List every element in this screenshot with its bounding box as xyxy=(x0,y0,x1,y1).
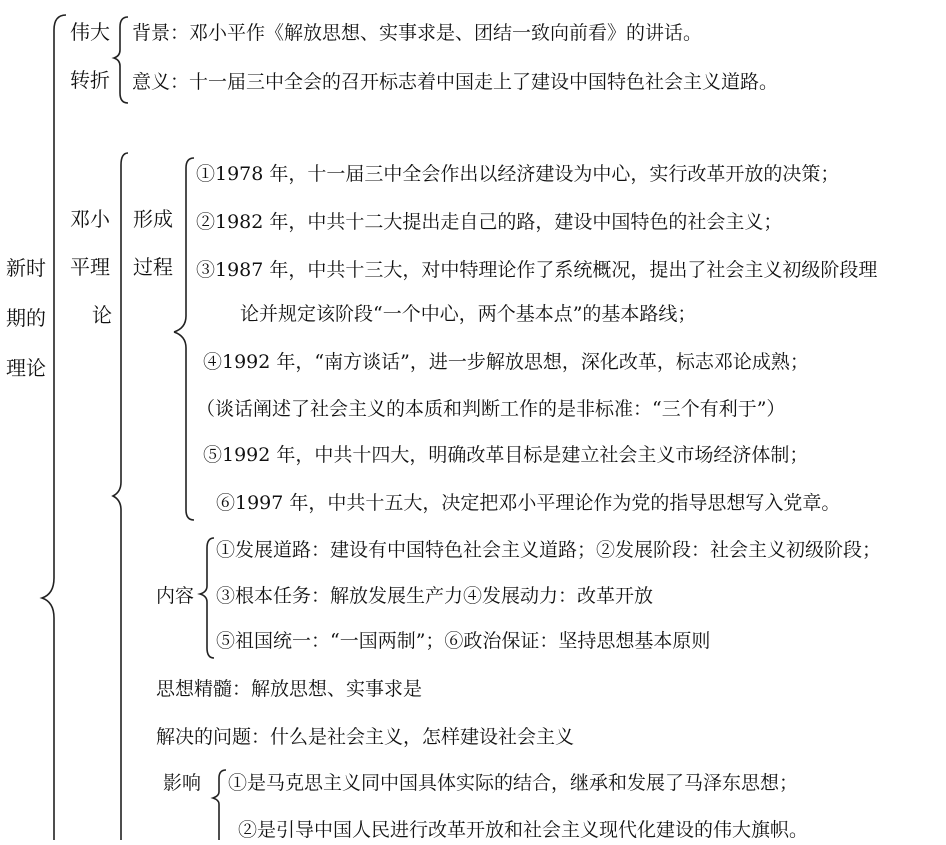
formation-brace-lower xyxy=(174,332,194,520)
solved-text: 解决的问题：什么是社会主义，怎样建设社会主义 xyxy=(156,726,575,748)
formation-item-6: ⑥1997 年，中共十五大，决定把邓小平理论作为党的指导思想写入党章。 xyxy=(216,492,841,514)
formation-item-4: ④1992 年，“南方谈话”，进一步解放思想，深化改革，标志邓论成熟； xyxy=(203,351,809,373)
formation-item-2: ②1982 年，中共十二大提出走自己的路，建设中国特色的社会主义； xyxy=(196,211,783,233)
influence-item-2: ②是引导中国人民进行改革开放和社会主义现代化建设的伟大旗帜。 xyxy=(238,819,809,841)
deng-label: 邓小 平理 论 xyxy=(70,207,112,327)
formation-label: 形成 过程 xyxy=(133,207,173,279)
influence-item-1: ①是马克思主义同中国具体实际的结合，继承和发展了马泽东思想； xyxy=(228,772,799,794)
formation-item-3: ③1987 年，中共十三大，对中特理论作了系统概况，提出了社会主义初级阶段理 xyxy=(196,259,878,281)
root-brace xyxy=(42,15,66,840)
formation-brace-upper xyxy=(174,158,194,332)
turning-brace xyxy=(114,17,128,103)
content-label: 内容 xyxy=(156,585,195,607)
content-brace xyxy=(200,538,214,658)
formation-item-4-note: （谈话阐述了社会主义的本质和判断工作的是非标准：“三个有利于”） xyxy=(196,398,786,420)
formation-item-1: ①1978 年，十一届三中全会作出以经济建设为中心，实行改革开放的决策； xyxy=(196,163,840,185)
formation-item-3-cont: 论并规定该阶段“一个中心，两个基本点”的基本路线； xyxy=(240,303,697,325)
turning-label: 伟大 转折 xyxy=(70,20,110,92)
formation-item-5: ⑤1992 年，中共十四大，明确改革目标是建立社会主义市场经济体制； xyxy=(203,444,809,466)
root-label: 新时 期的 理论 xyxy=(6,256,46,380)
influence-brace xyxy=(213,770,226,840)
deng-brace xyxy=(113,153,128,840)
content-item-1: ①发展道路：建设有中国特色社会主义道路；②发展阶段：社会主义初级阶段； xyxy=(216,539,882,561)
content-item-3: ⑤祖国统一：“一国两制”；⑥政治保证：坚持思想基本原则 xyxy=(216,630,711,652)
essence-text: 思想精髓：解放思想、实事求是 xyxy=(156,678,423,700)
content-item-2: ③根本任务：解放发展生产力④发展动力：改革开放 xyxy=(216,585,654,607)
turning-significance: 意义：十一届三中全会的召开标志着中国走上了建设中国特色社会主义道路。 xyxy=(132,71,779,93)
influence-label: 影响 xyxy=(163,772,202,794)
turning-background: 背景：邓小平作《解放思想、实事求是、团结一致向前看》的讲话。 xyxy=(132,22,703,44)
